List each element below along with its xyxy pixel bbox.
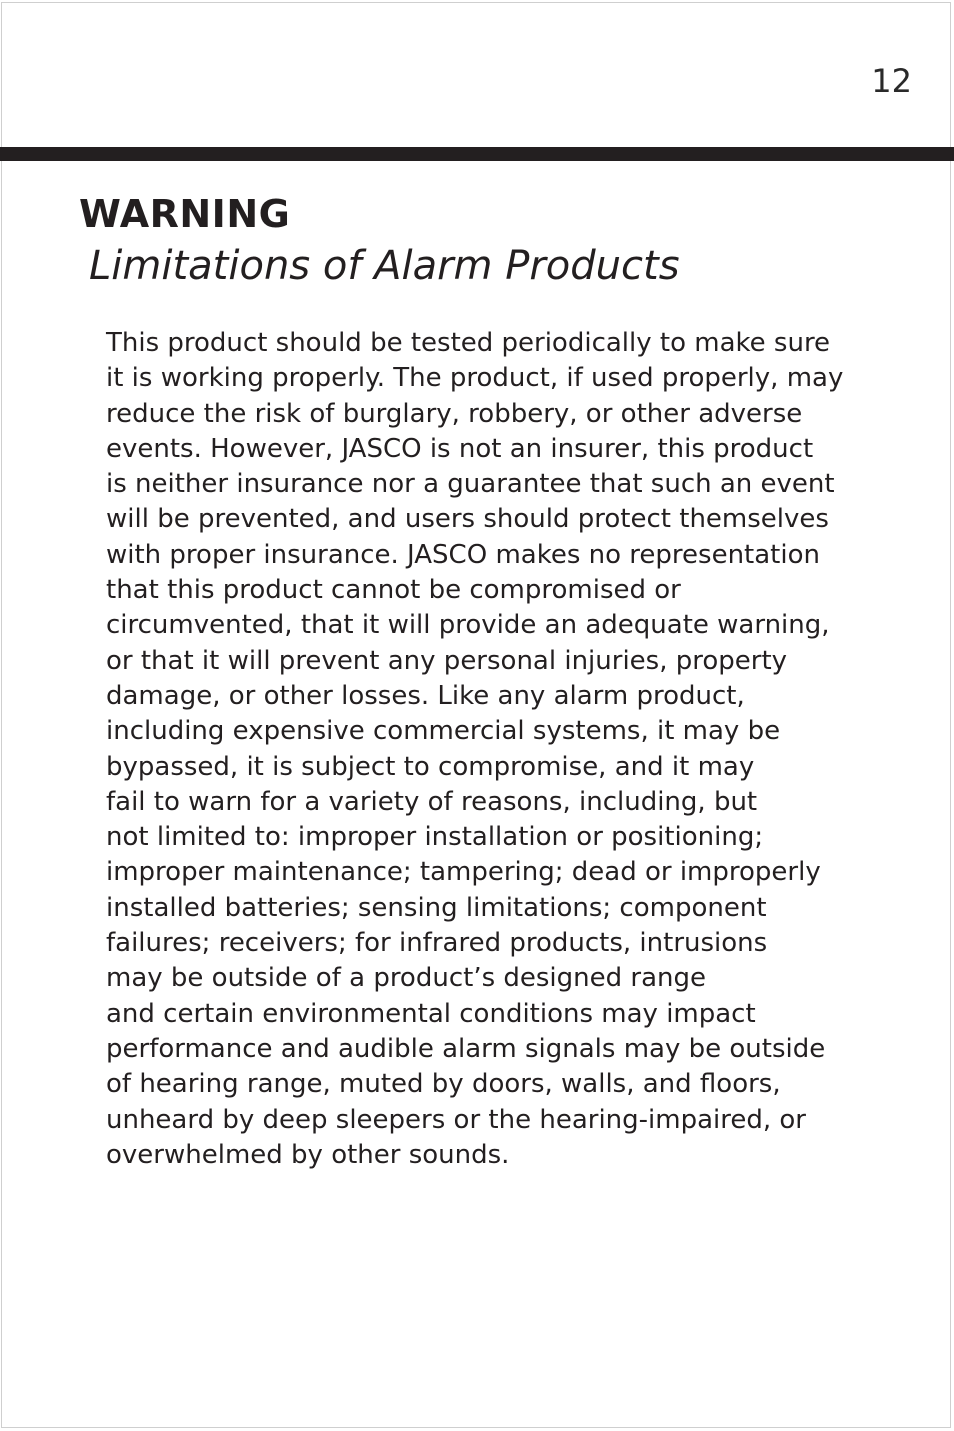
paragraph-line: installed batteries; sensing limitations; component	[106, 892, 767, 923]
section-subtitle: Limitations of Alarm Products	[89, 243, 680, 289]
paragraph-line: and certain environmental conditions may impact	[106, 998, 756, 1029]
paragraph-line: or that it will prevent any personal injuries, property	[106, 645, 788, 676]
paragraph-line: that this product cannot be compromised or	[106, 575, 681, 606]
page-number: 12	[871, 62, 912, 100]
paragraph-line: improper maintenance; tampering; dead or improperly	[106, 857, 821, 888]
paragraph-line: This product should be tested periodically to make sure	[106, 328, 831, 358]
paragraph-line: including expensive commercial systems, it may be	[106, 716, 781, 747]
paragraph-line: may be outside of a product’s designed range	[106, 963, 707, 994]
paragraph-line: fail to warn for a variety of reasons, including, but	[106, 786, 758, 817]
paragraph-line: with proper insurance. JASCO makes no representation	[106, 539, 820, 570]
paragraph-line: failures; receivers; for infrared products, intrusions	[106, 928, 768, 959]
paragraph-line: damage, or other losses. Like any alarm product,	[106, 680, 745, 711]
warning-paragraph	[106, 326, 866, 1173]
paragraph-line: not limited to: improper installation or positioning;	[106, 822, 764, 853]
paragraph-line: events. However, JASCO is not an insurer, this product	[106, 433, 814, 464]
paragraph-line: bypassed, it is subject to compromise, and it may	[106, 751, 755, 782]
paragraph-line: will be prevented, and users should protect themselves	[106, 504, 829, 535]
paragraph-line: reduce the risk of burglary, robbery, or other adverse	[106, 398, 803, 429]
paragraph-line: unheard by deep sleepers or the hearing-impaired, or	[106, 1104, 806, 1135]
paragraph-line: overwhelmed by other sounds.	[106, 1139, 510, 1170]
paragraph-line: circumvented, that it will provide an adequate warning,	[106, 610, 830, 641]
paragraph-line: performance and audible alarm signals may be outside	[106, 1033, 826, 1064]
paragraph-line: it is working properly. The product, if used properly, may	[106, 363, 844, 394]
warning-heading: WARNING	[79, 192, 291, 236]
paragraph-line: is neither insurance nor a guarantee that such an event	[106, 469, 835, 500]
header-rule	[0, 147, 954, 161]
paragraph-line: of hearing range, muted by doors, walls, and floors,	[106, 1069, 781, 1100]
